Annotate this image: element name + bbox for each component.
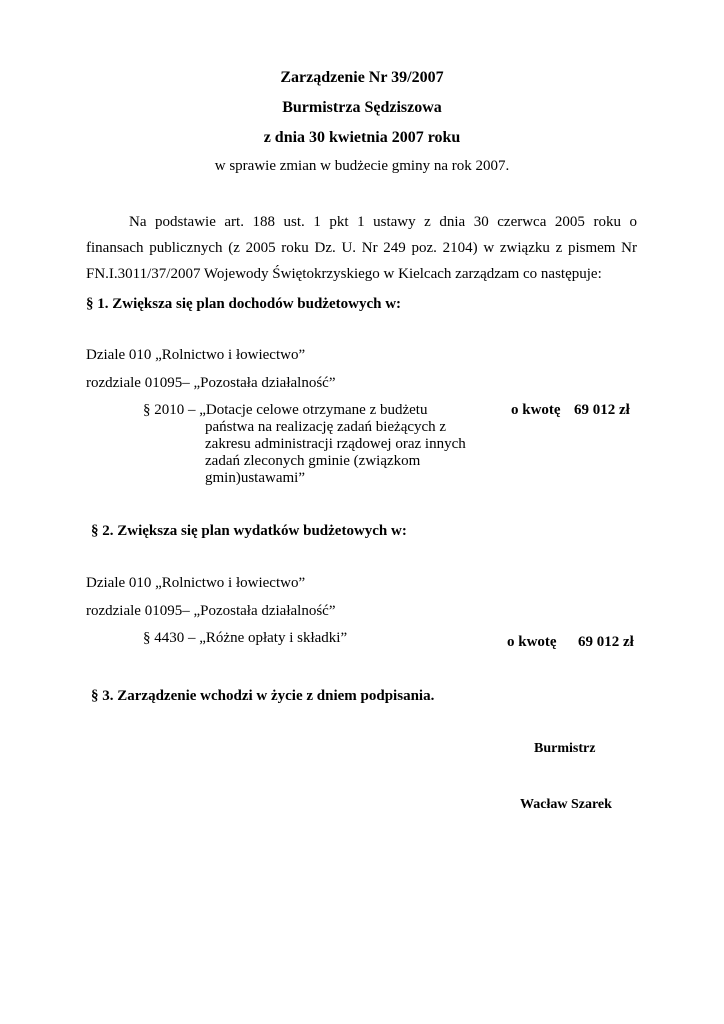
section1-dzial: Dziale 010 „Rolnictwo i łowiectwo” xyxy=(86,347,306,363)
document-issuer: Burmistrza Sędziszowa xyxy=(282,99,442,116)
document-date: z dnia 30 kwietnia 2007 roku xyxy=(263,129,461,146)
document-title: Zarządzenie Nr 39/2007 xyxy=(280,69,444,86)
section1-amount: 69 012 zł xyxy=(574,402,630,418)
section2-item: § 4430 – „Różne opłaty i składki” xyxy=(143,630,348,646)
section1-item-line: § 2010 – „Dotacje celowe otrzymane z budżetu xyxy=(143,402,428,418)
section2-amount: 69 012 zł xyxy=(578,634,634,650)
signature-role: Burmistrz xyxy=(534,741,596,756)
section1-item-line: zakresu administracji rządowej oraz innych xyxy=(205,436,466,452)
section2-heading: § 2. Zwiększa się plan wydatków budżetowych w: xyxy=(91,523,407,539)
section1-item-line: gmin)ustawami” xyxy=(205,470,305,486)
section1-rozdzial: rozdziale 01095– „Pozostała działalność” xyxy=(86,375,336,391)
intro-line: finansach publicznych (z 2005 roku Dz. U. Nr 249 poz. 2104) w związku z pismem Nr xyxy=(86,240,637,256)
section1-heading: § 1. Zwiększa się plan dochodów budżetowych w: xyxy=(86,296,402,312)
document-subject: w sprawie zmian w budżecie gminy na rok 2007. xyxy=(214,158,510,174)
section3-heading: § 3. Zarządzenie wchodzi w życie z dniem podpisania. xyxy=(91,688,435,704)
section1-item-line: zadań zleconych gminie (związkom xyxy=(205,453,421,469)
section1-item-line: państwa na realizację zadań bieżących z xyxy=(205,419,447,435)
section1-item-description xyxy=(143,402,493,487)
intro-line: Na podstawie art. 188 ust. 1 pkt 1 ustawy z dnia 30 czerwca 2005 roku o xyxy=(129,214,637,230)
section2-rozdzial: rozdziale 01095– „Pozostała działalność” xyxy=(86,603,336,619)
section2-amount-label: o kwotę xyxy=(507,634,557,650)
intro-paragraph xyxy=(86,209,637,287)
signature-name: Wacław Szarek xyxy=(520,797,612,812)
section2-dzial: Dziale 010 „Rolnictwo i łowiectwo” xyxy=(86,575,306,591)
intro-line: FN.I.3011/37/2007 Wojewody Świętokrzyskiego w Kielcach zarządzam co następuje: xyxy=(86,266,602,282)
section1-amount-label: o kwotę xyxy=(511,402,561,418)
